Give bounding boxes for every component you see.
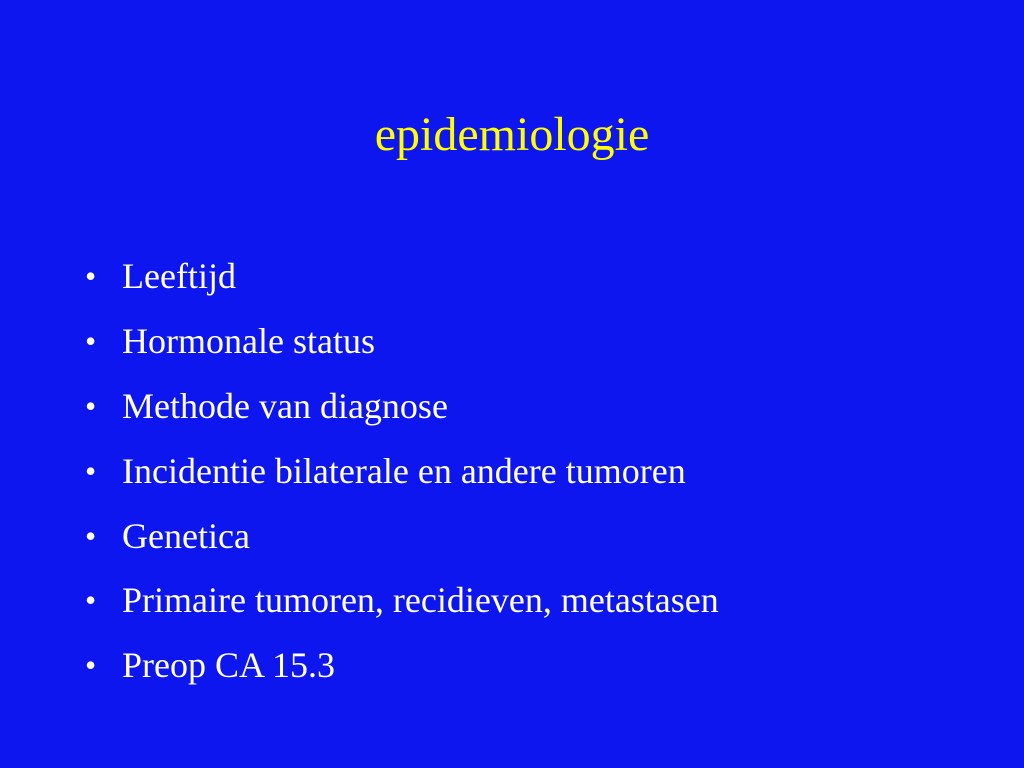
list-item (80, 568, 719, 633)
bullet-list (80, 244, 719, 698)
bullet-text: Methode van diagnose (122, 385, 448, 426)
bullet-text: Hormonale status (122, 321, 375, 362)
bullet-icon: • (85, 258, 97, 295)
bullet-text: Primaire tumoren, recidieven, metastasen (122, 580, 719, 621)
list-item (80, 438, 719, 503)
bullet-icon: • (85, 452, 97, 489)
list-item (80, 244, 719, 309)
bullet-text: Genetica (122, 515, 250, 556)
bullet-text: Preop CA 15.3 (122, 645, 336, 686)
bullet-icon: • (85, 323, 97, 360)
list-item (80, 374, 719, 439)
bullet-text: Leeftijd (122, 256, 236, 297)
slide-title: epidemiologie (374, 108, 650, 161)
bullet-icon: • (85, 517, 97, 554)
list-item (80, 309, 719, 374)
bullet-icon: • (85, 387, 97, 424)
bullet-text: Incidentie bilaterale en andere tumoren (122, 450, 686, 491)
list-item (80, 633, 719, 698)
bullet-icon: • (85, 582, 97, 619)
list-item (80, 503, 719, 568)
bullet-icon: • (85, 647, 97, 684)
